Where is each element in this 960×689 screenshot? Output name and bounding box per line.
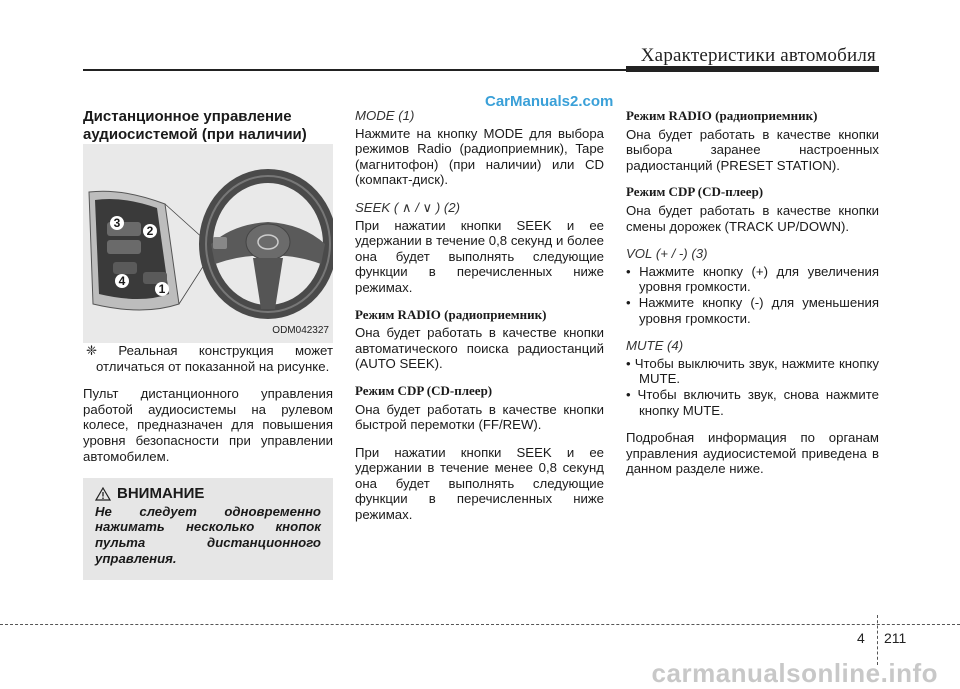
warning-box xyxy=(83,478,333,580)
radio-mode-text: Она будет работать в качестве кнопки автоматического поиска радиостанций (AUTO SEEK). xyxy=(355,325,604,372)
callout-3: 3 xyxy=(110,216,124,230)
callout-4: 4 xyxy=(115,274,129,288)
cdp-track-title: Режим CDP (CD-плеер) xyxy=(626,184,764,200)
page-header-title: Характеристики автомобиля xyxy=(640,45,876,66)
mode-title: MODE (1) xyxy=(355,108,415,123)
column-middle xyxy=(355,108,604,523)
callout-2: 2 xyxy=(143,224,157,238)
page-number: 211 xyxy=(884,630,907,646)
section-number: 4 xyxy=(857,630,865,646)
seek-title: SEEK ( ∧ / ∨ ) (2) xyxy=(355,199,461,215)
radio-preset-title: Режим RADIO (радиоприемник) xyxy=(626,108,818,123)
warning-title xyxy=(95,486,321,502)
warning-title-text: ВНИМАНИЕ xyxy=(117,485,205,503)
figure-note: ❈ Реальная конструкция может отличаться от показанной на рисунке. xyxy=(86,343,333,374)
warning-text: Не следует одновременно нажимать несколько кнопок пульта дистанционного управления. xyxy=(95,503,321,566)
watermark-top[interactable]: CarManuals2.com xyxy=(485,93,614,110)
cdp-track-text: Она будет работать в качестве кнопки смены дорожек (TRACK UP/DOWN). xyxy=(626,202,879,234)
mute-item-off: • Чтобы выключить звук, нажмите кнопку MUTE. xyxy=(626,355,879,387)
cdp-mode-title: Режим CDP (CD-плеер) xyxy=(355,382,493,398)
header-rule-accent xyxy=(626,66,879,72)
outro-paragraph: Подробная информация по органам управления аудиосистемой приведена в данном разделе ниже. xyxy=(626,430,879,477)
mode-text: Нажмите на кнопку MODE для выбора режимов Radio (радиоприемник), Tape (магнитофон) (при наличии) или CD (компакт-диск). xyxy=(355,125,604,188)
watermark-bottom[interactable]: carmanualsonline.info xyxy=(651,658,938,688)
mute-title: MUTE (4) xyxy=(626,338,684,354)
radio-preset-text: Она будет работать в качестве кнопки выбора заранее настроенных радиостанций (PRESET STATION). xyxy=(626,126,879,173)
section-heading: Дистанционное управление аудиосистемой (при наличии) xyxy=(83,108,307,143)
footer-rule xyxy=(0,624,960,625)
seek-short-text: При нажатии кнопки SEEK и ее удержании в течение менее 0,8 секунд она будет выполнять следующие функции в перечисленных ниже режимах. xyxy=(355,444,604,523)
steering-wheel-figure xyxy=(83,144,333,343)
radio-mode-title: Режим RADIO (радиоприемник) xyxy=(355,306,547,322)
seek-text: При нажатии кнопки SEEK и ее удержании в течение 0,8 секунд и более она будет выполнять следующие функции в перечисленных ниже режимах. xyxy=(355,217,604,295)
vol-item-up: • Нажмите кнопку (+) для увеличения уровня громкости. xyxy=(626,263,879,295)
warning-triangle-icon xyxy=(95,487,111,501)
mute-item-on: • Чтобы включить звук, снова нажмите кнопку MUTE. xyxy=(626,386,879,418)
steering-wheel-illustration xyxy=(83,144,333,343)
intro-paragraph: Пульт дистанционного управления работой аудиосистемы на рулевом колесе, предназначен для повышения уровня безопасности при управлении автомобилем. xyxy=(83,386,333,464)
cdp-mode-text: Она будет работать в качестве кнопки быстрой перемотки (FF/REW). xyxy=(355,401,604,433)
column-right xyxy=(626,108,879,477)
vol-title: VOL (+ / -) (3) xyxy=(626,246,708,262)
vol-item-down: • Нажмите кнопку (-) для уменьшения уровня громкости. xyxy=(626,294,879,326)
callout-1: 1 xyxy=(155,282,169,296)
figure-code: ODM042327 xyxy=(272,325,329,337)
steering-wheel xyxy=(206,176,330,312)
column-left xyxy=(83,108,333,580)
